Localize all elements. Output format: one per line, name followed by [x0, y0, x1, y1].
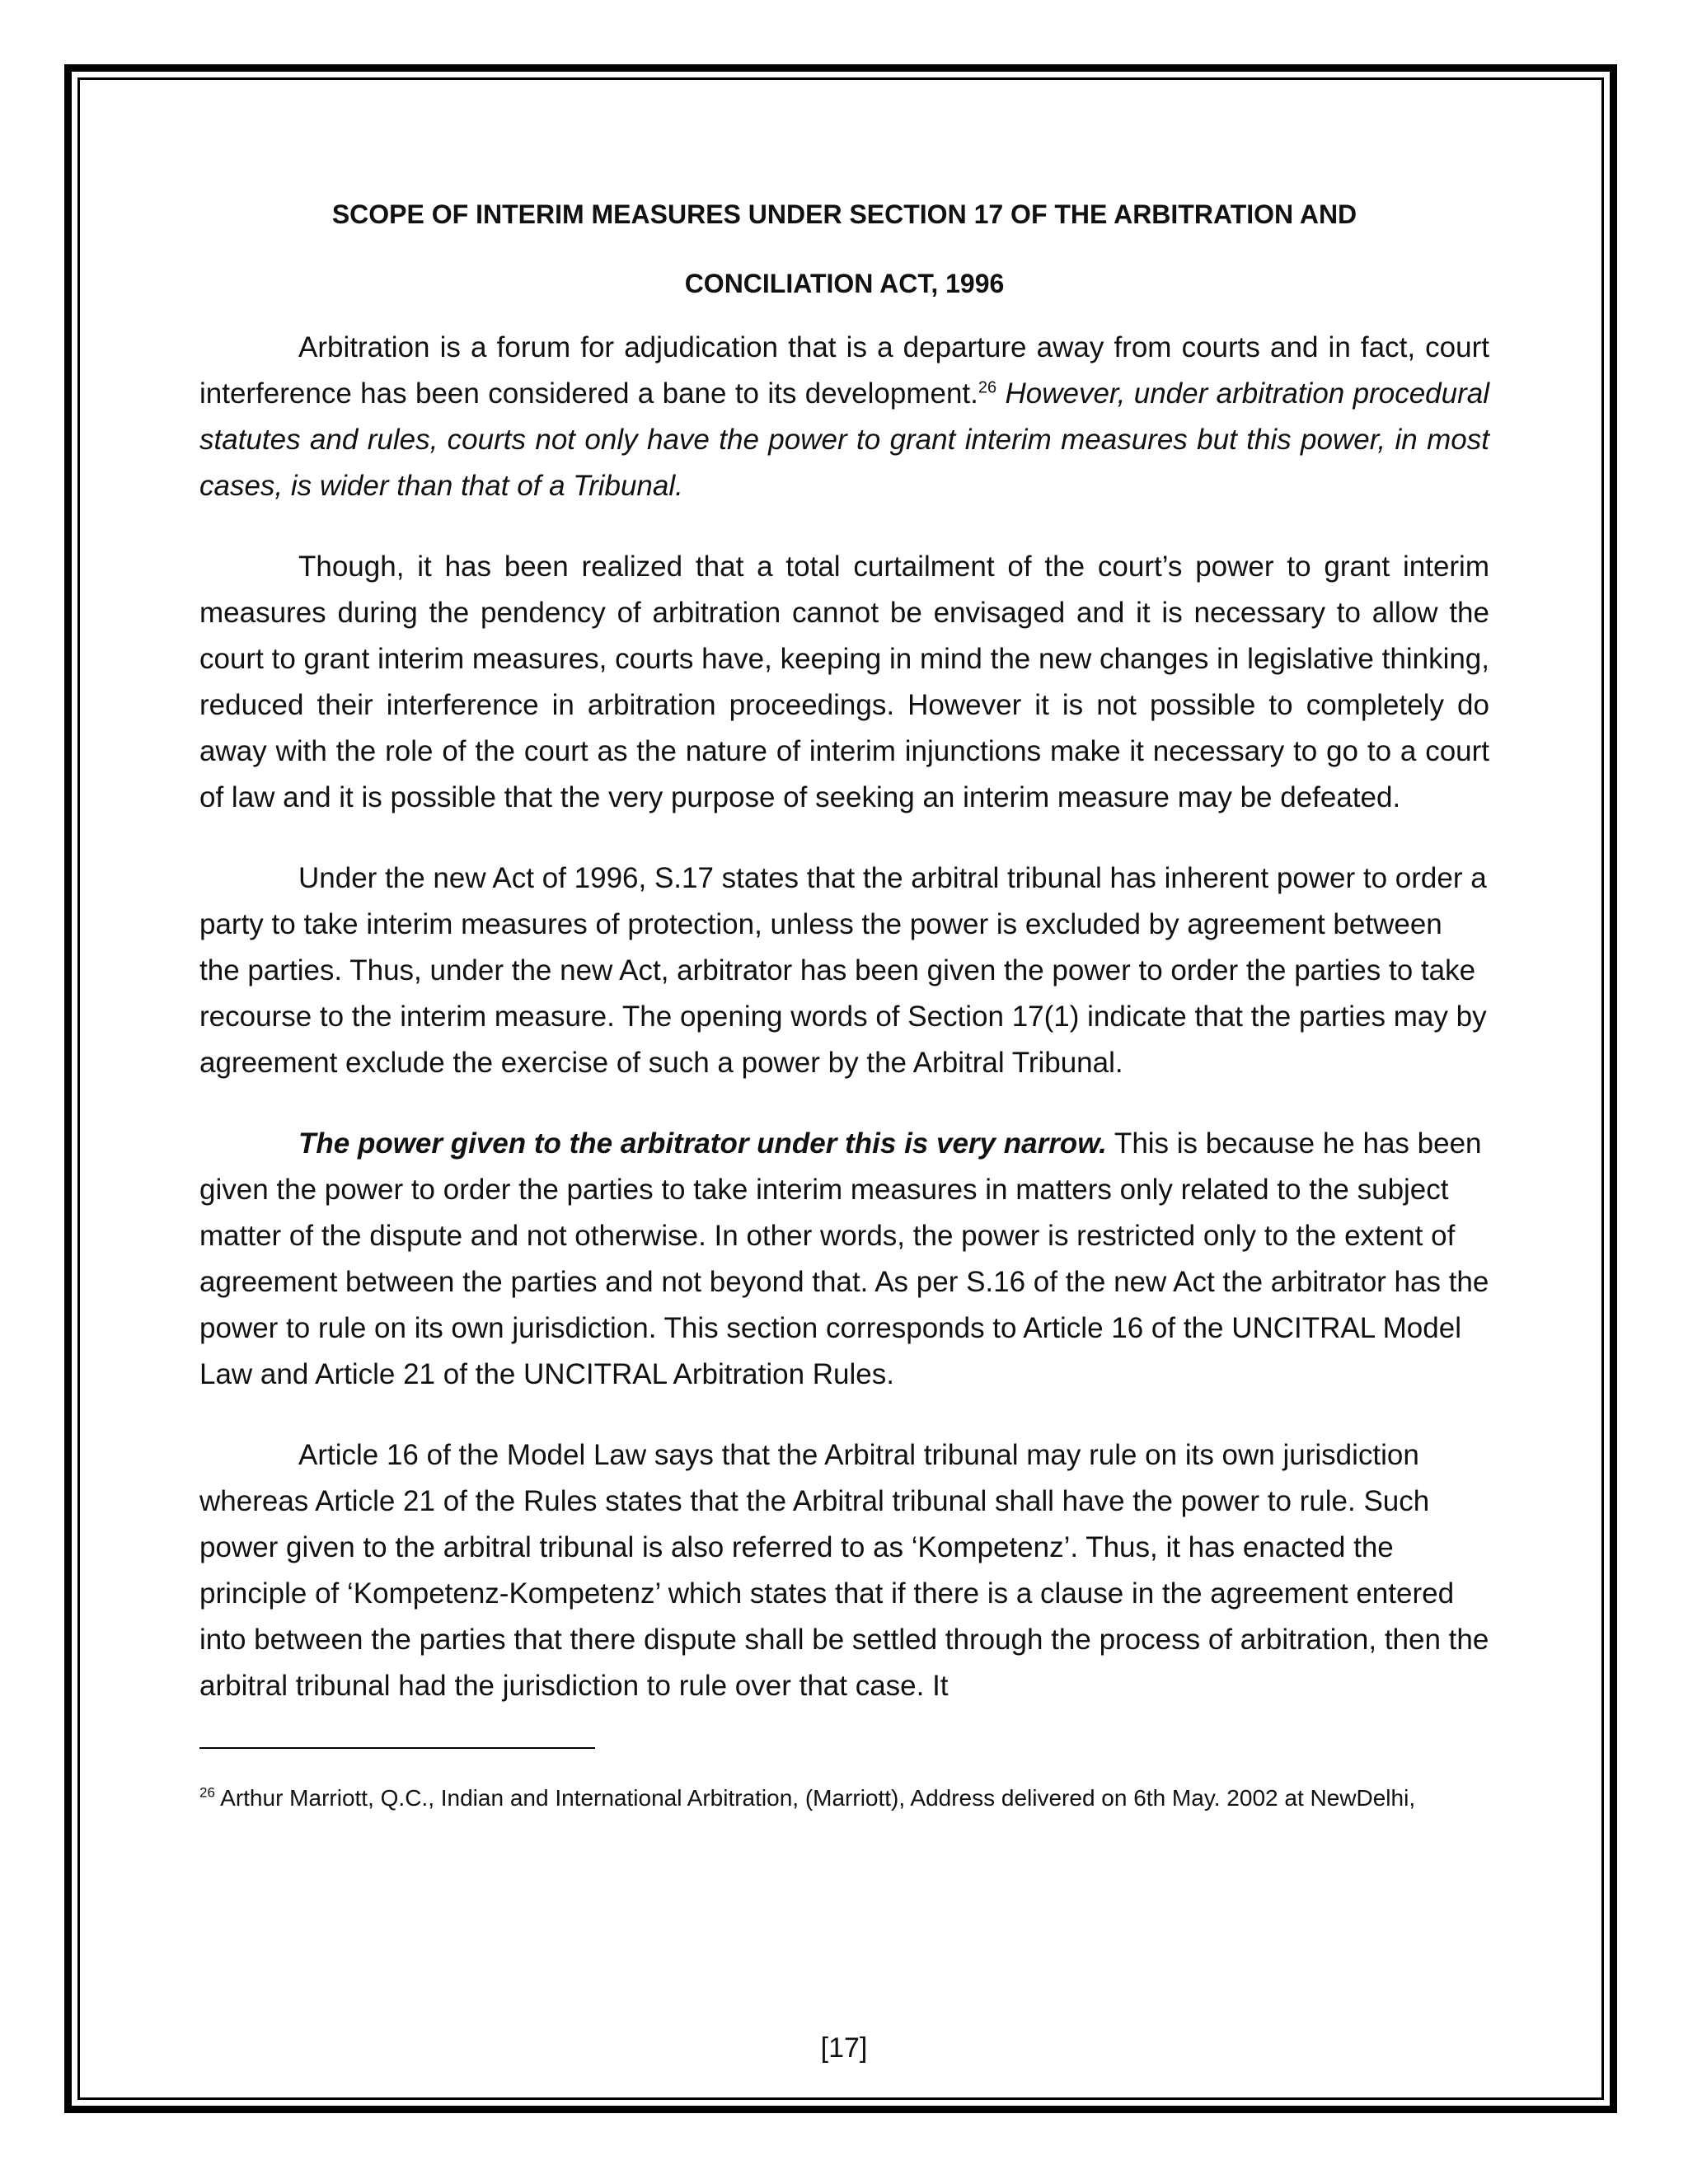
- document-title-line-1: SCOPE OF INTERIM MEASURES UNDER SECTION 17 OF THE ARBITRATION AND: [331, 199, 1357, 229]
- footnote-number: 26: [199, 1784, 215, 1801]
- document-body: [199, 198, 1489, 1815]
- paragraph-4-text: This is because he has been given the power to order the parties to take interim measures in matters only related to the subject matter of the dispute and not otherwise. In other words, the power is restricted only to the extent of agreement between the parties and not beyond that. As per S.16 of the new Act the arbitrator has the power to rule on its own jurisdiction. This section corresponds to Article 16 of the UNCITRAL Model Law and Article 21 of the UNCITRAL Arbitration Rules.: [199, 1127, 1489, 1390]
- paragraph-3: Under the new Act of 1996, S.17 states that the arbitral tribunal has inherent power to order a party to take interim measures of protection, unless the power is excluded by agreement between the parties. Thus, under the new Act, arbitrator has been given the power to order the parties to take recourse to the interim measure. The opening words of Section 17(1) indicate that the parties may by agreement exclude the exercise of such a power by the Arbitral Tribunal.: [199, 862, 1487, 1079]
- footnote-text: Arthur Marriott, Q.C., Indian and International Arbitration, (Marriott), Address delivered on 6th May. 2002 at NewDelhi,: [214, 1785, 1416, 1811]
- page-number: [17]: [820, 2032, 868, 2064]
- footnote: [199, 1782, 1489, 1815]
- paragraph-4-emphasis: The power given to the arbitrator under this is very narrow.: [298, 1127, 1107, 1160]
- paragraph-1-italic: However, under arbitration procedural statutes and rules, courts not only have the power to grant interim measures but this power, in most cases, is wider than that of a Tribunal.: [199, 377, 1489, 502]
- footnote-reference[interactable]: 26: [978, 378, 997, 397]
- document-title-line-2: CONCILIATION ACT, 1996: [684, 269, 1005, 298]
- footnote-separator: [199, 1747, 595, 1749]
- paragraph-1-text: Arbitration is a forum for adjudication that is a departure away from courts and in fact, court interference has been considered a bane to its development.: [199, 331, 1489, 410]
- paragraph-1: [199, 325, 1489, 509]
- paragraph-5: Article 16 of the Model Law says that the Arbitral tribunal may rule on its own jurisdiction whereas Article 21 of the Rules states that the Arbitral tribunal shall have the power to rule. Such power given to the arbitral tribunal is also referred to as ‘Kompetenz’. Thus, it has enacted the principle of ‘Kompetenz-Kompetenz’ which states that if there is a clause in the agreement entered into between the parties that there dispute shall be settled through the process of arbitration, then the arbitral tribunal had the jurisdiction to rule over that case. It: [199, 1439, 1489, 1702]
- paragraph-2: Though, it has been realized that a total curtailment of the court’s power to grant interim measures during the pendency of arbitration cannot be envisaged and it is necessary to allow the court to grant interim measures, courts have, keeping in mind the new changes in legislative thinking, reduced their interference in arbitration proceedings. However it is not possible to completely do away with the role of the court as the nature of interim injunctions make it necessary to go to a court of law and it is possible that the very purpose of seeking an interim measure may be defeated.: [199, 551, 1489, 813]
- paragraph-4: [199, 1121, 1489, 1398]
